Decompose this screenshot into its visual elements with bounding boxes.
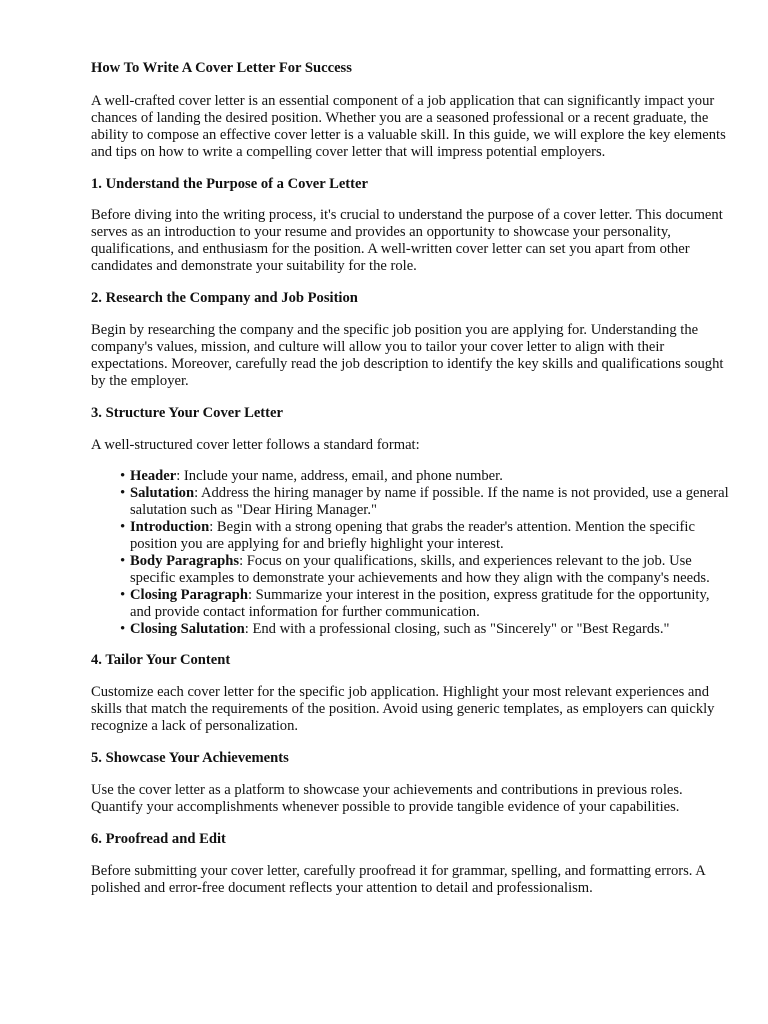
section-paragraph: Use the cover letter as a platform to showcase your achievements and contributions in previous roles. Quantify your accomplishments whenever possible to provide tangible evidence of your capabilities.	[91, 782, 683, 815]
list-item-text: : Focus on your qualifications, skills, and experiences relevant to the job. Use specific examples to demonstrate your achievements and how they align with the company's needs.	[130, 552, 710, 586]
list-item-text: : Include your name, address, email, and phone number.	[176, 468, 503, 485]
bullet-icon: •	[120, 586, 126, 603]
list-item	[91, 553, 731, 587]
bullet-icon: •	[120, 552, 126, 569]
list-item-text: : Address the hiring manager by name if possible. If the name is not provided, use a general salutation such as "Dear Hiring Manager."	[130, 485, 729, 519]
section-paragraph: Customize each cover letter for the specific job application. Highlight your most relevant experiences and skills that match the requirements of the position. Avoid using generic templates, as employers can quickly recognize a lack of personalization.	[91, 684, 715, 735]
section-heading: 6. Proofread and Edit	[91, 830, 226, 847]
document-title: How To Write A Cover Letter For Success	[91, 60, 352, 76]
list-item-text: : End with a professional closing, such as "Sincerely" or "Best Regards."	[244, 620, 670, 637]
bullet-icon: •	[120, 468, 126, 485]
list-item	[91, 485, 731, 519]
section-heading: 4. Tailor Your Content	[91, 652, 231, 669]
section-paragraph: A well-structured cover letter follows a standard format:	[91, 436, 420, 453]
section-paragraph: Before submitting your cover letter, carefully proofread it for grammar, spelling, and formatting errors. A polished and error-free document reflects your attention to detail and professionalism.	[91, 862, 706, 896]
list-item-term: Introduction	[130, 519, 210, 536]
list-item	[91, 519, 731, 553]
document-page	[91, 60, 731, 912]
list-item	[91, 468, 731, 485]
list-item-term: Header	[130, 468, 177, 485]
list-item-term: Salutation	[130, 485, 195, 502]
list-item-text: : Summarize your interest in the position, express gratitude for the opportunity, and provide contact information for further communication.	[130, 586, 710, 620]
section-heading: 5. Showcase Your Achievements	[91, 750, 289, 767]
structure-list	[91, 468, 731, 637]
list-item-term: Body Paragraphs	[130, 552, 240, 569]
section-paragraph: Before diving into the writing process, it's crucial to understand the purpose of a cover letter. This document serves as an introduction to your resume and provides an opportunity to showcase your personality, qualifications, and enthusiasm for the position. A well-written cover letter can set you apart from other candidates and demonstrate your suitability for the role.	[91, 207, 723, 275]
bullet-icon: •	[120, 485, 126, 502]
bullet-icon: •	[120, 519, 126, 536]
section-heading: 2. Research the Company and Job Position	[91, 290, 358, 307]
bullet-icon: •	[120, 620, 126, 637]
intro-paragraph: A well-crafted cover letter is an essential component of a job application that can significantly impact your chances of landing the desired position. Whether you are a seasoned professional or a recent graduate, the ability to compose an effective cover letter is a valuable skill. In this guide, we will explore the key elements and tips on how to write a compelling cover letter that will impress potential employers.	[91, 92, 726, 160]
section-paragraph: Begin by researching the company and the specific job position you are applying for. Understanding the company's values, mission, and culture will allow you to tailor your cover letter to align with their expectations. Moreover, carefully read the job description to identify the key skills and qualifications sought by the employer.	[91, 321, 724, 389]
section-heading: 1. Understand the Purpose of a Cover Letter	[91, 175, 368, 192]
list-item-text: : Begin with a strong opening that grabs the reader's attention. Mention the specific position you are applying for and briefly highlight your interest.	[130, 519, 695, 553]
list-item-term: Closing Salutation	[130, 620, 245, 637]
section-heading: 3. Structure Your Cover Letter	[91, 404, 283, 421]
list-item	[91, 587, 731, 621]
list-item-term: Closing Paragraph	[130, 586, 248, 603]
list-item	[91, 621, 731, 638]
